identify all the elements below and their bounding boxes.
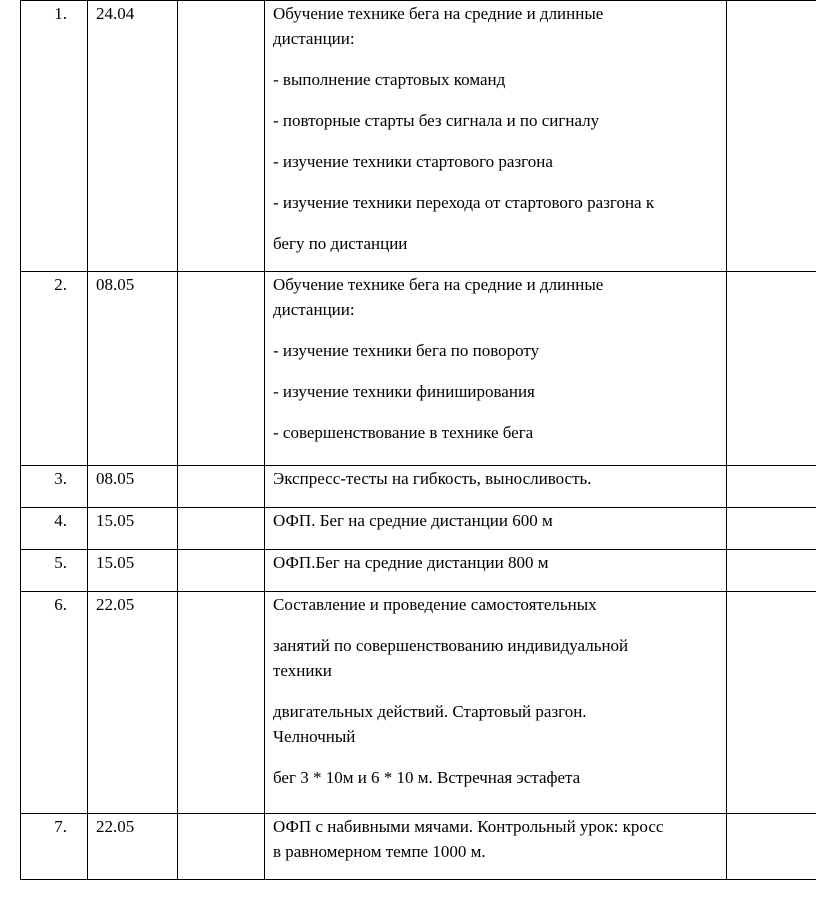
date-cell: [88, 508, 178, 550]
topic-line: занятий по совершенствованию индивидуальной: [273, 636, 629, 655]
empty-cell: [178, 814, 265, 880]
date-cell: [88, 466, 178, 508]
lesson-date: 08.05: [96, 275, 135, 294]
topic-line: Обучение технике бега на средние и длинные: [273, 275, 604, 294]
topic-line: Челночный: [273, 727, 356, 746]
date-cell: [88, 1, 178, 272]
empty-cell: [178, 272, 265, 466]
lesson-date: 15.05: [96, 511, 135, 530]
topic-line: в равномерном темпе 1000 м.: [273, 842, 486, 861]
date-cell: [88, 814, 178, 880]
table-row: [21, 814, 816, 880]
date-cell: [88, 550, 178, 592]
topic-cell: [265, 466, 727, 508]
empty-cell: [727, 272, 816, 466]
topic-line: техники: [273, 661, 332, 680]
row-number: 7.: [54, 817, 67, 836]
table-row: [21, 1, 816, 272]
row-number-cell: [21, 814, 88, 880]
row-number: 4.: [54, 511, 67, 530]
lesson-table: [20, 0, 816, 880]
empty-cell: [178, 508, 265, 550]
empty-cell: [727, 592, 816, 814]
topic-line: дистанции:: [273, 300, 355, 319]
topic-line: - изучение техники финиширования: [273, 382, 535, 401]
topic-cell: [265, 550, 727, 592]
row-number-cell: [21, 1, 88, 272]
table-row: [21, 508, 816, 550]
lesson-date: 15.05: [96, 553, 135, 572]
row-number-cell: [21, 272, 88, 466]
topic-line: - выполнение стартовых команд: [273, 70, 506, 89]
row-number: 2.: [54, 275, 67, 294]
topic-line: - совершенствование в технике бега: [273, 423, 534, 442]
topic-cell: [265, 272, 727, 466]
row-number: 6.: [54, 595, 67, 614]
empty-cell: [727, 550, 816, 592]
empty-cell: [178, 592, 265, 814]
date-cell: [88, 272, 178, 466]
row-number: 5.: [54, 553, 67, 572]
row-number-cell: [21, 550, 88, 592]
empty-cell: [727, 814, 816, 880]
topic-cell: [265, 814, 727, 880]
topic-line: двигательных действий. Стартовый разгон.: [273, 702, 587, 721]
table-row: [21, 550, 816, 592]
date-cell: [88, 592, 178, 814]
topic-line: Обучение технике бега на средние и длинные: [273, 4, 604, 23]
table-row: [21, 592, 816, 814]
topic-cell: [265, 592, 727, 814]
topic-line: Экспресс-тесты на гибкость, выносливость.: [273, 469, 592, 488]
empty-cell: [178, 550, 265, 592]
row-number-cell: [21, 508, 88, 550]
topic-line: - изучение техники стартового разгона: [273, 152, 553, 171]
topic-line: - изучение техники перехода от стартового разгона к: [273, 193, 655, 212]
lesson-date: 24.04: [96, 4, 135, 23]
row-number: 3.: [54, 469, 67, 488]
row-number-cell: [21, 592, 88, 814]
lesson-date: 22.05: [96, 595, 135, 614]
topic-line: бегу по дистанции: [273, 234, 408, 253]
table-row: [21, 466, 816, 508]
topic-cell: [265, 508, 727, 550]
topic-line: дистанции:: [273, 29, 355, 48]
row-number: 1.: [54, 4, 67, 23]
topic-line: бег 3 * 10м и 6 * 10 м. Встречная эстафета: [273, 768, 581, 787]
lesson-date: 08.05: [96, 469, 135, 488]
empty-cell: [727, 1, 816, 272]
topic-line: - изучение техники бега по повороту: [273, 341, 540, 360]
lesson-date: 22.05: [96, 817, 135, 836]
table-row: [21, 272, 816, 466]
topic-cell: [265, 1, 727, 272]
empty-cell: [727, 508, 816, 550]
topic-line: Составление и проведение самостоятельных: [273, 595, 597, 614]
row-number-cell: [21, 466, 88, 508]
topic-line: ОФП. Бег на средние дистанции 600 м: [273, 511, 553, 530]
empty-cell: [178, 1, 265, 272]
topic-line: - повторные старты без сигнала и по сигналу: [273, 111, 600, 130]
topic-line: ОФП.Бег на средние дистанции 800 м: [273, 553, 549, 572]
empty-cell: [178, 466, 265, 508]
empty-cell: [727, 466, 816, 508]
topic-line: ОФП с набивными мячами. Контрольный урок: кросс: [273, 817, 664, 836]
